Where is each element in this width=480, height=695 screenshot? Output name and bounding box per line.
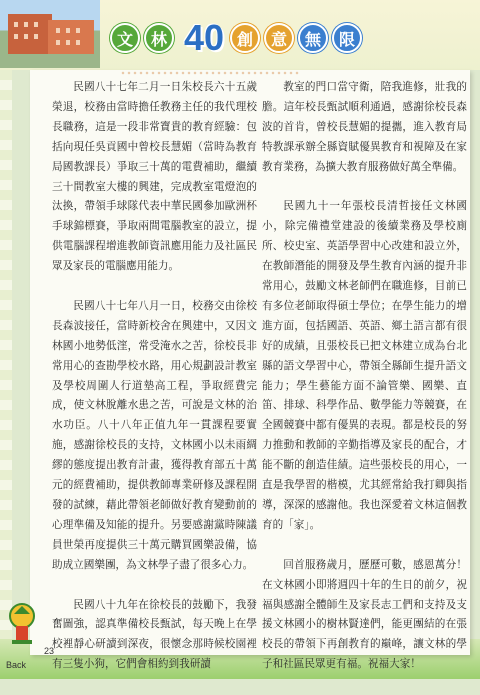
- decorative-dots: [120, 70, 300, 76]
- paragraph: 民國八十七年二月一日朱校長六十五歲榮退，校務由當時擔任教務主任的我代理校長職務，這是一段非常寶貴的教育經驗：包括向現任吳貢國中曾校長慧媚（當時為教育局國教課長）爭取三十萬的電費補助，繼續三十間教室大樓的興建，完成教室電燈泡的汰換，帶領手球隊代表中華民國參加歐洲杯手球錦標賽，爭取兩間電腦教室的設立，提供電腦課程增進教師資訊應用能力及社區民眾及家長的電腦應用能力。: [52, 81, 257, 273]
- header-char: 創: [230, 23, 260, 53]
- back-link[interactable]: Back: [6, 660, 27, 670]
- header-char: 文: [110, 23, 140, 53]
- header-char: 林: [144, 23, 174, 53]
- header-char: 無: [298, 23, 328, 53]
- paragraph: 民國九十一年張校長清哲接任文林國小，除完備禮堂建設的後續業務及學校廁所、校史室、英語學習中心改建和設立外，在教師潛能的開發及學生教育內涵的提升非常用心，鼓勵文林老師們在職進修，目前已有多位老師取得碩士學位；在學生能力的增進方面，包括國語、英語、鄉土語言都有很好的成績，且張校長已把文林建立成為台北縣的語文學習中心，帶領全縣師生提升語文能力；學生藝能方面不論管樂、國樂、直笛、排球、科學作品、數學能力等競賽，在全國競賽中都有優異的表現。都是校長的努力推動和教師的辛勤指導及家長的配合，才能不斷的創造佳績。這些張校長的用心，一直是我學習的楷模，尤其經常給我打卿與指導，深深的感謝他。我也深愛着文林這個教育的「家」。: [262, 200, 467, 531]
- header-char: 意: [264, 23, 294, 53]
- left-text-column: [52, 78, 257, 695]
- school-mascot-icon: [4, 600, 40, 646]
- page-header-title: [110, 12, 410, 64]
- header-number: 40: [184, 17, 225, 58]
- paragraph: 回首服務歲月，歷歷可數，感恩萬分！在文林國小即將週四十年的生日的前夕，祝福與感謝全體師生及家長志工們和支持及支援文林國小的樹林賢達們，能更團結的在張校長的帶領下再創教育的巔峰，讓文林的學子和社區民眾更有福。祝福大家！: [262, 558, 467, 671]
- header-char: 限: [332, 23, 362, 53]
- paragraph: 民國八十七年八月一日，校務交由徐校長森波接任，當時新校舍在興建中，又因文林國小地勢低漥，常受淹水之苦，徐校長非常用心的查勘學校水路，用心規劃設計教室及學校周圍人行道墊高工程，爭取經費完成，使文林脫離水患之苦，可說是文林的治水功臣。八十八年正值九年一貫課程要實施，感謝徐校長的支持，文林國小以未雨綢繆的態度提出教育計畫，獲得教育部五十萬元的經費補助，提供教師專業研修及課程開發的試練，藉此帶領老師做好教育變動前的心理準備及知能的提升。另要感謝黨時陳議員世榮再度提供三十萬元購買國樂設備，協助成立國樂團，為文林學子盡了很多心力。: [52, 299, 257, 571]
- left-decorative-stripe: [0, 70, 12, 640]
- school-photo: [0, 0, 100, 68]
- paragraph: 教室的門口當守衛，陪我進修，壯我的膽。這年校長甄試順利通過，感謝徐校長森波的首肯，曾校長慧媚的提攜，進入教育局特教課承辦全縣資賦優異教育和視障及在家教育業務，為擴大教育服務做好萬全準備。: [262, 81, 467, 173]
- right-text-column: [262, 78, 467, 695]
- page-number: 23: [44, 646, 55, 656]
- paragraph: 民國八十九年在徐校長的鼓勵下，我發奮圖強，認真準備校長甄試，每天晚上在學校裡靜心研讀到深夜，很懷念那時候校園裡有三隻小狗，它們會相約到我研讀: [52, 598, 257, 671]
